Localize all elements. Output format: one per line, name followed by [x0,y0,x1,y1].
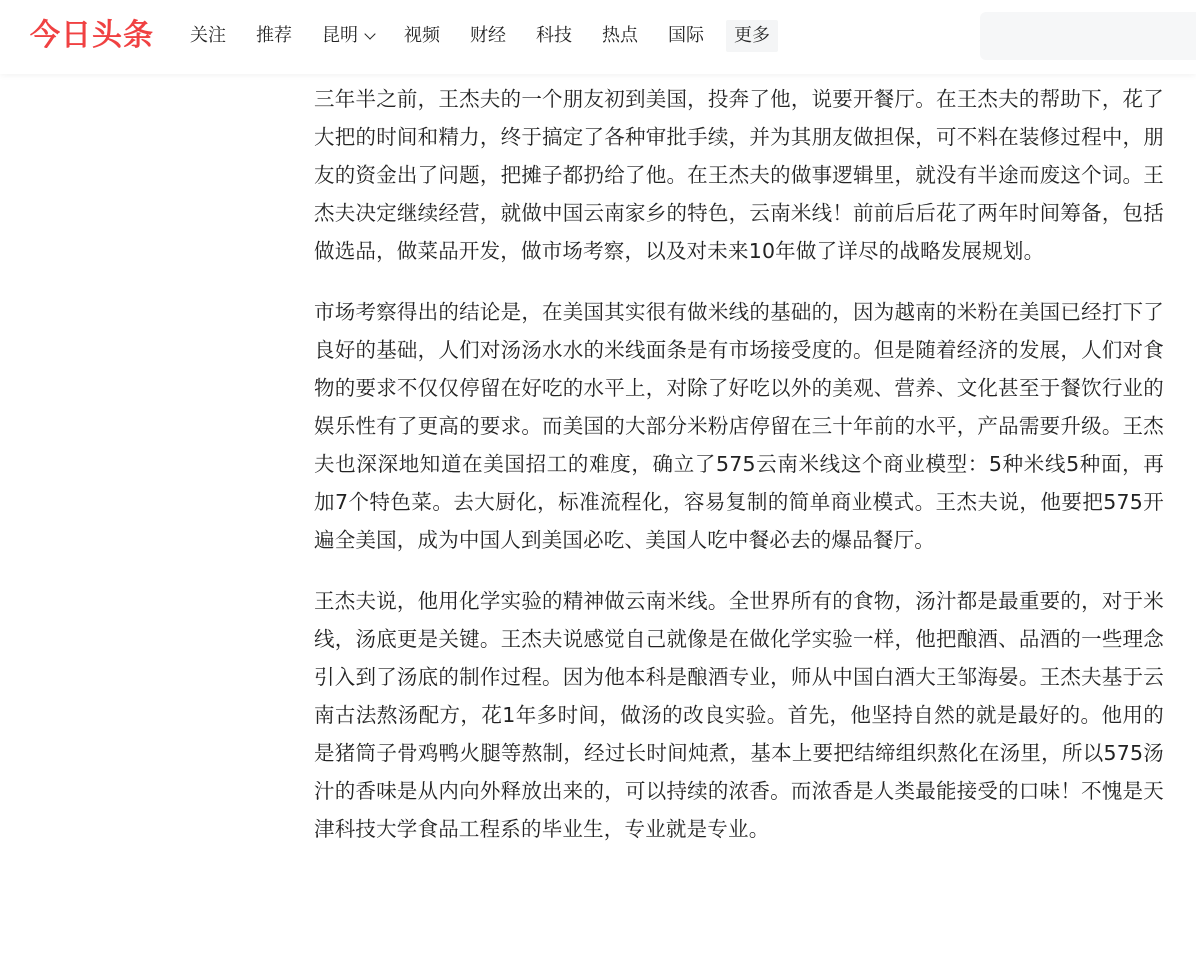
search-input[interactable] [980,12,1196,60]
channel-nav [190,20,808,52]
nav-item-hot[interactable]: 热点 [602,25,638,46]
article-paragraph: 市场考察得出的结论是，在美国其实很有做米线的基础的，因为越南的米粉在美国已经打下了良好的基础，人们对汤汤水水的米线面条是有市场接受度的。但是随着经济的发展，人们对食物的要求不仅仅停留在好吃的水平上，对除了好吃以外的美观、营养、文化甚至于餐饮行业的娱乐性有了更高的要求。而美国的大部分米粉店停留在三十年前的水平，产品需要升级。王杰夫也深深地知道在美国招工的难度，确立了575云南米线这个商业模型：5种米线5种面，再加7个特色菜。去大厨化，标准流程化，容易复制的简单商业模式。王杰夫说，他要把575开遍全美国，成为中国人到美国必吃、美国人吃中餐必去的爆品餐厅。 [314,300,1164,552]
article-paragraph: 王杰夫说，他用化学实验的精神做云南米线。全世界所有的食物，汤汁都是最重要的，对于米线，汤底更是关键。王杰夫说感觉自己就像是在做化学实验一样，他把酿酒、品酒的一些理念引入到了汤底的制作过程。因为他本科是酿酒专业，师从中国白酒大王邹海晏。王杰夫基于云南古法熬汤配方，花1年多时间，做汤的改良实验。首先，他坚持自然的就是最好的。他用的是猪筒子骨鸡鸭火腿等熬制，经过长时间炖煮，基本上要把结缔组织熬化在汤里，所以575汤汁的香味是从内向外释放出来的，可以持续的浓香。而浓香是人类最能接受的口味！不愧是天津科技大学食品工程系的毕业生，专业就是专业。 [314,589,1164,841]
nav-item-international[interactable]: 国际 [668,25,704,46]
nav-item-more[interactable]: 更多 [726,20,778,52]
nav-item-recommend[interactable]: 推荐 [256,25,292,46]
nav-item-follow[interactable]: 关注 [190,25,226,46]
nav-item-tech[interactable]: 科技 [536,25,572,46]
article-body [314,80,1164,871]
toutiao-logo[interactable]: 今日头条 [30,18,154,53]
nav-item-video[interactable]: 视频 [404,25,440,46]
article-paragraph: 三年半之前，王杰夫的一个朋友初到美国，投奔了他，说要开餐厅。在王杰夫的帮助下，花了大把的时间和精力，终于搞定了各种审批手续，并为其朋友做担保，可不料在装修过程中，朋友的资金出了问题，把摊子都扔给了他。在王杰夫的做事逻辑里，就没有半途而废这个词。王杰夫决定继续经营，就做中国云南家乡的特色，云南米线！前前后后花了两年时间筹备，包括做选品，做菜品开发，做市场考察，以及对未来10年做了详尽的战略发展规划。 [314,87,1164,263]
nav-item-city[interactable] [322,20,374,52]
nav-item-city-label: 昆明 [322,25,358,46]
chevron-down-icon [364,28,375,39]
nav-item-finance[interactable]: 财经 [470,25,506,46]
top-navigation-bar [0,0,1196,74]
